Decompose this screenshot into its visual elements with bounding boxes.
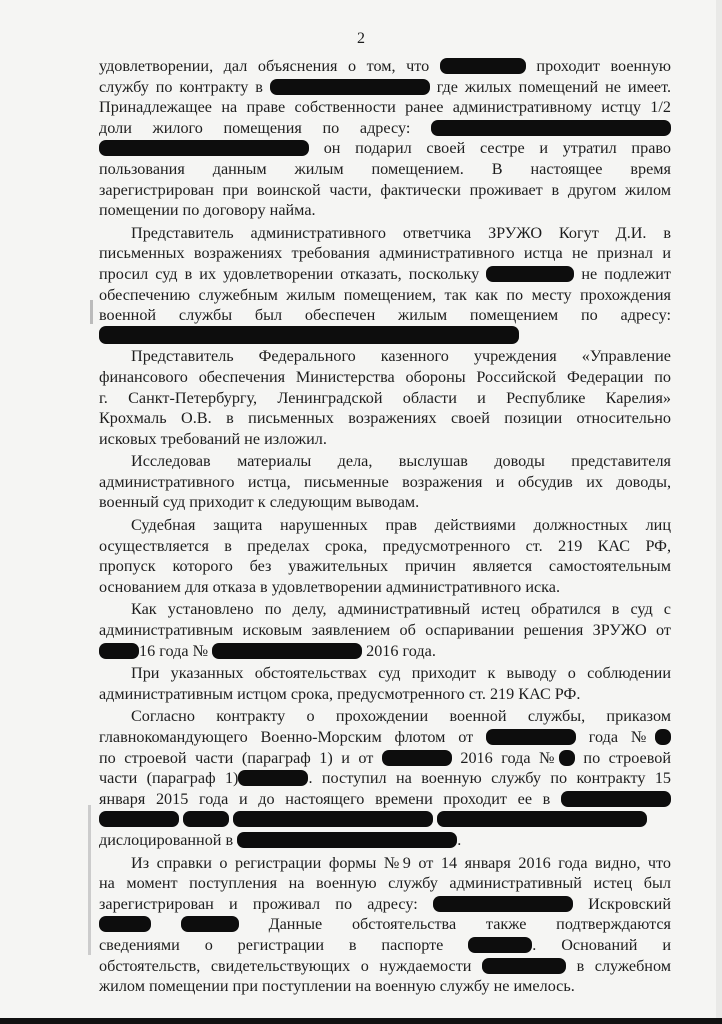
redaction-mark — [233, 811, 433, 827]
line: Принадлежащее на праве собственности ранее административному истцу 1/2 — [99, 98, 671, 117]
line — [99, 830, 671, 851]
redaction-mark — [433, 896, 573, 912]
line: основанием для отказа в удовлетворении административного иска. — [99, 577, 561, 596]
line: Судебная защита нарушенных прав действиями должностных лиц — [131, 516, 671, 535]
line: Согласно контракту о прохождении военной службы, приказом — [131, 707, 671, 726]
line: административного истца, письменные возражения и обсудив их доводы, — [99, 472, 671, 491]
line — [99, 727, 671, 748]
line: пользования данным жилым помещением. В настоящее время — [99, 159, 671, 178]
line: г. Санкт-Петербургу, Ленинградской области и Республике Карелия» — [99, 388, 671, 407]
paragraph-8 — [99, 706, 671, 850]
redaction-mark — [99, 811, 179, 827]
paragraph-2 — [99, 223, 671, 347]
redaction-mark — [486, 729, 576, 745]
redaction-mark — [212, 643, 362, 659]
redaction-mark — [99, 326, 519, 344]
text: Данные обстоятельства также подтверждаются — [268, 915, 671, 934]
line — [99, 77, 671, 98]
line: помещении по договору найма. — [99, 201, 316, 220]
redaction-mark — [238, 770, 308, 786]
text: он подарил своей сестре и утратил право — [323, 139, 672, 158]
text: главнокомандующего Военно-Морским флотом от — [99, 728, 474, 746]
redaction-mark — [468, 937, 532, 953]
line — [99, 768, 671, 789]
line: административным исковым заявлением об оспаривании решения ЗРУЖО от — [99, 621, 671, 640]
text: службу по контракту в — [99, 77, 263, 96]
text: января 2015 года и до настоящего времени проходит ее в — [99, 789, 551, 808]
text: 2016 года № — [460, 748, 559, 767]
line: При указанных обстоятельствах суд приходит к выводу о соблюдении — [131, 664, 671, 683]
line — [99, 641, 671, 662]
text: удовлетворении, дал объяснения о том, что — [99, 57, 430, 75]
redaction-mark — [183, 811, 229, 827]
line: исковых требований не изложил. — [99, 429, 327, 448]
line — [99, 894, 671, 915]
paragraph-5 — [99, 515, 671, 597]
text: по строевой — [583, 748, 671, 767]
text: обстоятельств, свидетельствующих о нуждаемости — [99, 956, 472, 975]
redaction-mark — [181, 916, 239, 932]
line: пропуск которого без уважительных причин является самостоятельным — [99, 557, 671, 576]
line: на момент поступления на военную службу административный истец был — [99, 874, 671, 893]
paragraph-1 — [99, 56, 671, 221]
text: дислоцированной в — [99, 830, 234, 849]
line: зарегистрирован при воинской части, фактически проживает в другом жилом — [99, 180, 671, 199]
line: Исследовав материалы дела, выслушав доводы представителя — [131, 452, 671, 471]
redaction-mark — [561, 791, 671, 807]
text: года № — [588, 728, 656, 746]
redaction-mark — [440, 58, 526, 74]
line — [99, 789, 671, 810]
text: в служебном — [576, 956, 671, 975]
line: Представитель административного ответчика ЗРУЖО Когут Д.И. в — [131, 223, 671, 242]
paragraph-9 — [99, 853, 671, 997]
line — [99, 748, 671, 769]
redaction-mark — [382, 750, 452, 766]
line — [99, 138, 671, 159]
line — [99, 956, 671, 977]
text: сведениями о регистрации в паспорте — [99, 935, 444, 954]
redaction-mark — [99, 916, 151, 932]
line — [99, 118, 671, 139]
text: где жилых помещений не имеет. — [436, 77, 671, 96]
paragraph-3 — [99, 346, 671, 449]
line: военный суд приходит к следующим выводам. — [99, 493, 420, 512]
text: проходит военную — [536, 57, 672, 75]
line: Крохмаль О.В. в письменных возражениях своей позиции относительно — [99, 409, 671, 428]
paragraph-7 — [99, 663, 671, 704]
paragraph-6 — [99, 599, 671, 661]
redaction-mark — [431, 120, 671, 136]
redaction-mark — [437, 811, 647, 827]
text: 2016 года. — [366, 641, 436, 660]
text: . Оснований и — [532, 935, 671, 954]
line: Из справки о регистрации формы №9 от 14 января 2016 года видно, что — [131, 853, 671, 872]
text: . — [457, 830, 462, 849]
line — [99, 809, 671, 830]
redaction-mark — [655, 729, 671, 745]
scan-edge — [716, 0, 722, 1024]
line: Как установлено по делу, административный истец обратился в суд с — [131, 600, 671, 619]
redaction-mark — [559, 750, 575, 766]
line: военной службы был обеспечен жилым помещением по адресу: — [99, 306, 671, 325]
line — [99, 326, 671, 347]
line — [99, 935, 671, 956]
text: 16 года № — [139, 641, 209, 660]
redaction-mark — [99, 140, 309, 156]
redaction-mark — [237, 832, 457, 848]
page-number: 2 — [357, 30, 365, 47]
text: доли жилого помещения по адресу: — [99, 118, 411, 137]
text: части (параграф 1) — [99, 769, 239, 788]
text: Искровский — [588, 894, 671, 913]
line — [99, 914, 671, 935]
text: зарегистрирован и проживал по адресу: — [99, 894, 418, 913]
text: просил суд в их удовлетворении отказать, поскольку — [99, 264, 480, 283]
redaction-mark — [270, 79, 430, 95]
paragraph-4 — [99, 451, 671, 513]
line: административным истцом срока, предусмотренного ст. 219 КАС РФ. — [99, 684, 581, 703]
redaction-mark — [99, 643, 139, 659]
text: . поступил на военную службу по контракту 15 — [308, 769, 672, 788]
line — [99, 264, 671, 285]
scan-mark — [88, 805, 91, 955]
redaction-mark — [482, 958, 566, 974]
text: не подлежит — [581, 264, 672, 283]
scan-mark — [90, 300, 93, 324]
line: осуществляется в пределах срока, предусмотренного ст. 219 КАС РФ, — [99, 536, 671, 555]
line: жилом помещении при поступлении на военную службу не имелось. — [99, 977, 575, 996]
scan-edge — [0, 1018, 722, 1024]
line: Представитель Федерального казенного учреждения «Управление — [131, 347, 671, 366]
redaction-mark — [486, 266, 574, 282]
line: финансового обеспечения Министерства обороны Российской Федерации по — [99, 367, 671, 386]
line: обеспечению служебным жилым помещением, так как по месту прохождения — [99, 285, 671, 304]
document-body — [99, 56, 671, 997]
line: письменных возражениях требования административного истца не признал и — [99, 244, 671, 263]
line — [99, 56, 671, 77]
text: по строевой части (параграф 1) и от — [99, 748, 374, 767]
